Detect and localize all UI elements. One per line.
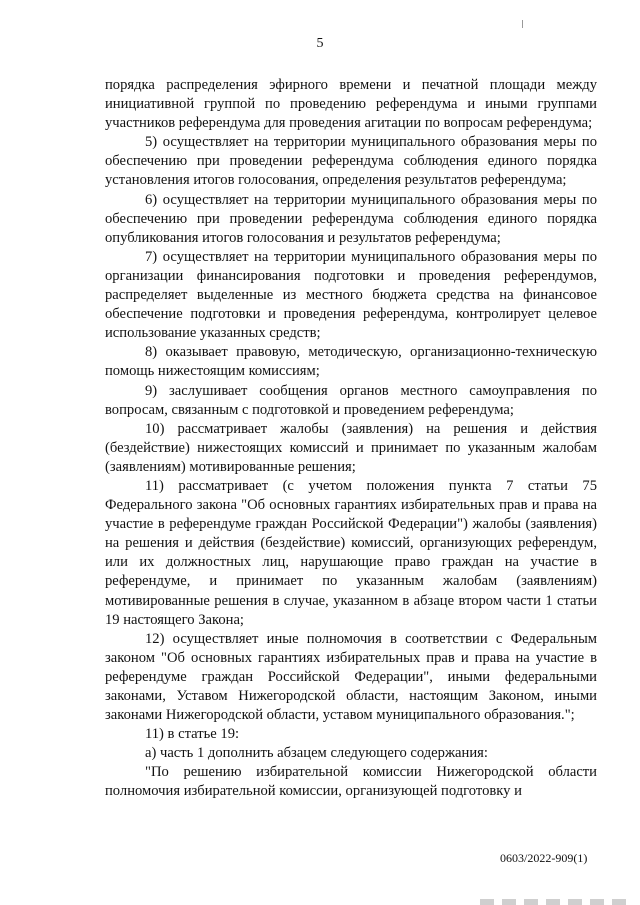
paragraph-item-5: 5) осуществляет на территории муниципального образования меры по обеспечению при проведении референдума соблюдения единого порядка установления итогов голосования, определения результатов референдума;: [105, 134, 597, 189]
paragraph-item-12: 12) осуществляет иные полномочия в соответствии с Федеральным законом "Об основных гарантиях избирательных прав и права на участие в референдуме граждан Российской Федерации", иными федеральными законами, Уставом Нижегородской области, настоящим Законом, иными законами Нижегородской области, уставом муниципального образования.";: [105, 630, 597, 724]
paragraph-item-6: 6) осуществляет на территории муниципального образования меры по обеспечению при проведении референдума соблюдения единого порядка опубликования итогов голосования и результатов референдума;: [105, 191, 597, 246]
paragraph-item-9: 9) заслушивает сообщения органов местного самоуправления по вопросам, связанным с подготовкой и проведением референдума;: [105, 382, 597, 418]
paragraph-article-19: 11) в статье 19:: [145, 726, 240, 743]
paragraph-subitem-a: а) часть 1 дополнить абзацем следующего содержания:: [145, 745, 488, 762]
document-code: 0603/2022-909(1): [500, 851, 588, 865]
document-body: [105, 76, 597, 802]
scan-footer-mark: [480, 899, 630, 905]
paragraph-continuation: порядка распределения эфирного времени и печатной площади между инициативной группой по проведению референдума и иными группами участников референдума для проведения агитации по вопросам референдума;: [105, 77, 597, 132]
paragraph-item-7: 7) осуществляет на территории муниципального образования меры по организации финансирования подготовки и проведения референдумов, распределяет выделенные из местного бюджета средства на финансовое обеспечение подготовки и проведения референдума, контролирует целевое использование указанных средств;: [105, 248, 597, 342]
paragraph-item-8: 8) оказывает правовую, методическую, организационно-техническую помощь нижестоящим комиссиям;: [105, 344, 597, 380]
paragraph-item-10: 10) рассматривает жалобы (заявления) на решения и действия (бездействие) нижестоящих комиссий и принимает по указанным жалобам (заявлениям) мотивированные решения;: [105, 420, 597, 475]
paragraph-item-11: 11) рассматривает (с учетом положения пункта 7 статьи 75 Федерального закона "Об основных гарантиях избирательных прав и права на участие в референдуме граждан Российской Федерации") жалобы (заявления) на решения и действия (бездействие) комиссий, организующих референдум, или их должностных лиц, нарушающие право граждан на участие в референдуме, и принимает по указанным жалобам (заявлениям) мотивированные решения в случае, указанном в абзаце втором части 1 статьи 19 настоящего Закона;: [105, 477, 597, 628]
page-number: 5: [316, 36, 324, 51]
paragraph-quote-start: "По решению избирательной комиссии Нижегородской области полномочия избирательной комиссии, организующей подготовку и: [105, 764, 597, 800]
scan-mark: [522, 20, 523, 28]
